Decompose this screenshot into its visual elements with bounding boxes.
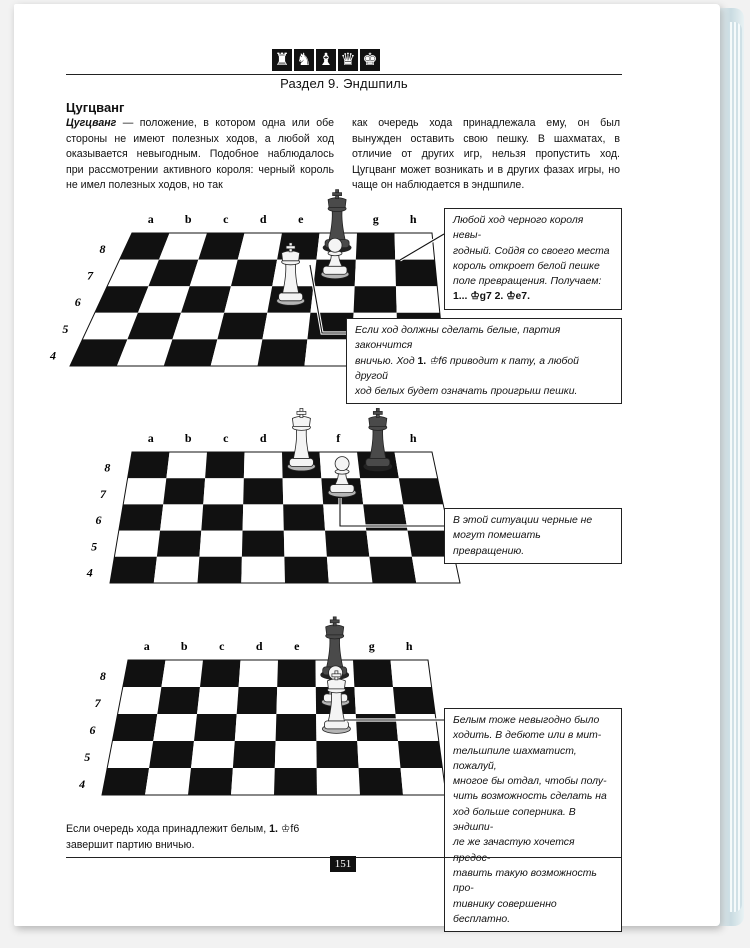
board-square (123, 660, 166, 687)
king-icon: ♚ (360, 49, 380, 71)
board-square (366, 531, 412, 557)
callout-line: Белым тоже невыгодно было (453, 715, 600, 726)
board-square (123, 478, 166, 504)
board-square (217, 313, 267, 340)
rank-label: 8 (104, 460, 111, 475)
diagram2-callout (444, 508, 622, 564)
file-label: h (409, 212, 417, 226)
diagram3-callout (444, 708, 622, 932)
book-page-edges-detail (728, 22, 742, 912)
board-square (399, 478, 443, 504)
board-square (244, 452, 283, 478)
board-square (354, 286, 397, 313)
callout-line: Если ход должны сделать белые, партия закончится (355, 325, 561, 352)
board-square (327, 557, 373, 583)
move-number: 1. (417, 355, 427, 367)
callout-line: могут помешать превращению. (453, 530, 541, 557)
callout-line: Любой ход черного короля невы- (453, 215, 584, 242)
board-square (231, 260, 277, 287)
knight-icon: ♞ (294, 49, 314, 71)
board-square (163, 478, 205, 504)
board-square (398, 741, 442, 768)
board-square (316, 741, 358, 768)
board-square (157, 687, 200, 714)
file-label: f (336, 431, 341, 445)
board-square (203, 478, 244, 504)
board-square (262, 313, 310, 340)
board-square (355, 260, 396, 287)
board-square (396, 714, 439, 741)
board-square (198, 557, 242, 583)
file-label: d (255, 639, 263, 653)
board-square (172, 313, 224, 340)
board-square (128, 452, 170, 478)
board-square (258, 339, 308, 366)
callout-line: король откроет белой пешке (453, 260, 600, 272)
board-square (194, 714, 237, 741)
board-square (356, 233, 395, 260)
board-square (154, 557, 200, 583)
rank-label: 7 (99, 486, 106, 501)
board-square (110, 557, 157, 583)
board-square (181, 286, 231, 313)
board-square (276, 714, 317, 741)
board-square (161, 660, 203, 687)
file-label: b (184, 212, 192, 226)
callout-text: ♔f6 приводит к пату, а любой другой (355, 355, 579, 382)
board-square (243, 504, 284, 530)
board-square (242, 531, 285, 557)
callout-line: тельшпиле шахматист, пожалуй, (453, 745, 577, 772)
file-label: c (223, 431, 229, 445)
board-square (243, 478, 283, 504)
rank-label: 7 (87, 268, 94, 283)
board-square (369, 557, 416, 583)
board-square (119, 504, 163, 530)
board-square (359, 768, 403, 795)
board-square (164, 339, 218, 366)
rank-label: 6 (74, 295, 81, 310)
callout-line (355, 354, 613, 385)
file-label: a (147, 212, 154, 226)
rank-label: 6 (89, 723, 96, 738)
board-square (284, 531, 327, 557)
board-square (395, 260, 437, 287)
board-square (275, 741, 317, 768)
board-square (197, 687, 239, 714)
board-square (277, 660, 316, 687)
board-square (238, 233, 282, 260)
move-number: 1. (269, 823, 278, 835)
board-square (356, 714, 398, 741)
callout-line: тавить такую возможность про- (453, 867, 597, 895)
board-square (102, 768, 149, 795)
board-square (401, 768, 447, 795)
board-square (354, 687, 395, 714)
callout-line: ход белых будет означать проигрыш пешки. (355, 386, 578, 398)
board-square (396, 286, 440, 313)
callout-moves: 1... ♔g7 2. ♔e7. (453, 291, 530, 303)
article-text-right-column: как очередь хода принадлежала ему, он был вынужден оставить свою пешку. В шахматах, в отличие от других игр, нельзя пропустить ход. Цугцванг может возникать и в других фазах игры, но чаще он наблюдается в эндшпиле. (352, 117, 620, 192)
file-label: e (298, 212, 304, 226)
board-square (283, 504, 325, 530)
board-square (201, 504, 243, 530)
board-square (160, 504, 203, 530)
rank-label: 7 (94, 696, 101, 711)
board-square (211, 339, 263, 366)
board-square (237, 687, 278, 714)
caption-text: ♔f6 завершит партию вничью. (66, 823, 300, 851)
callout-line: годный. Сойдя со своего места (453, 245, 610, 257)
board-square (205, 452, 244, 478)
callout-line: многое бы отдал, чтобы полу- (453, 776, 607, 788)
file-label: b (184, 431, 192, 445)
rank-label: 5 (62, 321, 69, 336)
callout-line: ход больше соперника. В эндшпи- (453, 806, 576, 834)
board-square (153, 714, 197, 741)
diagram1-bottom-callout (346, 318, 622, 404)
queen-icon: ♛ (338, 49, 358, 71)
board-square (353, 660, 393, 687)
bishop-icon: ♝ (316, 49, 336, 71)
board-square (231, 768, 275, 795)
board-square (107, 741, 153, 768)
file-label: b (180, 639, 188, 653)
page-number: 151 (330, 856, 356, 872)
board-square (199, 531, 242, 557)
file-label: e (294, 639, 300, 653)
file-label: d (259, 431, 267, 445)
board-square (145, 768, 191, 795)
rank-label: 8 (99, 669, 106, 684)
board-square (114, 531, 160, 557)
board-square (233, 741, 276, 768)
rank-label: 5 (84, 750, 91, 765)
callout-line: поле превращения. Получаем: (453, 276, 602, 288)
diagram3-caption (66, 822, 336, 853)
board-square (391, 660, 432, 687)
header-chess-icons (272, 49, 380, 71)
board-square (157, 531, 201, 557)
section-title: Раздел 9. Эндшпиль (280, 76, 408, 91)
board-square (112, 714, 157, 741)
board-square (395, 452, 438, 478)
board-square (239, 660, 278, 687)
callout-line: ле же зачастую хочется предос- (453, 837, 575, 864)
board-square (191, 741, 235, 768)
rank-label: 8 (99, 241, 106, 256)
white-king-piece (287, 408, 315, 471)
article-left-text: — положение, в котором одна или обе стороны не имеют полезных ходов, а любой ход оказывается невыгодным. Подобное наблюдалось при рассмотрении активного короля: черный король не имел полезных ходов, но так (66, 117, 334, 192)
board-squares (99, 660, 446, 795)
rank-label: 4 (86, 565, 93, 580)
board-square (325, 531, 369, 557)
header-rule (66, 74, 622, 75)
board-square (149, 741, 194, 768)
file-label: g (372, 212, 379, 226)
article-heading: Цугцванг (66, 100, 125, 115)
file-label: g (368, 639, 375, 653)
rank-label: 5 (91, 539, 98, 554)
board-square (235, 714, 277, 741)
board-square (241, 557, 285, 583)
board-squares (110, 452, 460, 583)
rank-label: 4 (49, 348, 56, 363)
board-square (357, 741, 400, 768)
diagram1-top-callout (444, 208, 622, 310)
board-square (360, 478, 403, 504)
callout-line: тивнику совершенно бесплатно. (453, 898, 557, 925)
callout-text: вничью. Ход (355, 355, 418, 367)
board-square (395, 233, 435, 260)
board-square (283, 478, 324, 504)
board-square (118, 687, 162, 714)
file-label: a (147, 431, 154, 445)
board-square (276, 687, 316, 714)
board-square (200, 660, 241, 687)
article-term: Цугцванг (66, 117, 117, 129)
rook-icon: ♜ (272, 49, 292, 71)
file-label: c (223, 212, 229, 226)
board-square (393, 687, 435, 714)
board-square (224, 286, 272, 313)
file-label: a (143, 639, 150, 653)
black-king-piece (364, 408, 392, 471)
board-square (188, 768, 233, 795)
callout-line: В этой ситуации черные не (453, 515, 593, 526)
file-label: h (405, 639, 413, 653)
caption-text: Если очередь хода принадлежит белым, (66, 823, 270, 835)
board-square (317, 768, 360, 795)
board-square (274, 768, 317, 795)
rank-label: 4 (79, 777, 86, 792)
file-label: d (259, 212, 267, 226)
board-square (166, 452, 207, 478)
callout-line: чить возможность сделать на (453, 791, 607, 803)
board-square (284, 557, 328, 583)
rank-label: 6 (95, 513, 102, 528)
callout-line: ходить. В дебюте или в мит- (453, 730, 602, 742)
file-label: h (409, 431, 417, 445)
file-label: c (219, 639, 225, 653)
